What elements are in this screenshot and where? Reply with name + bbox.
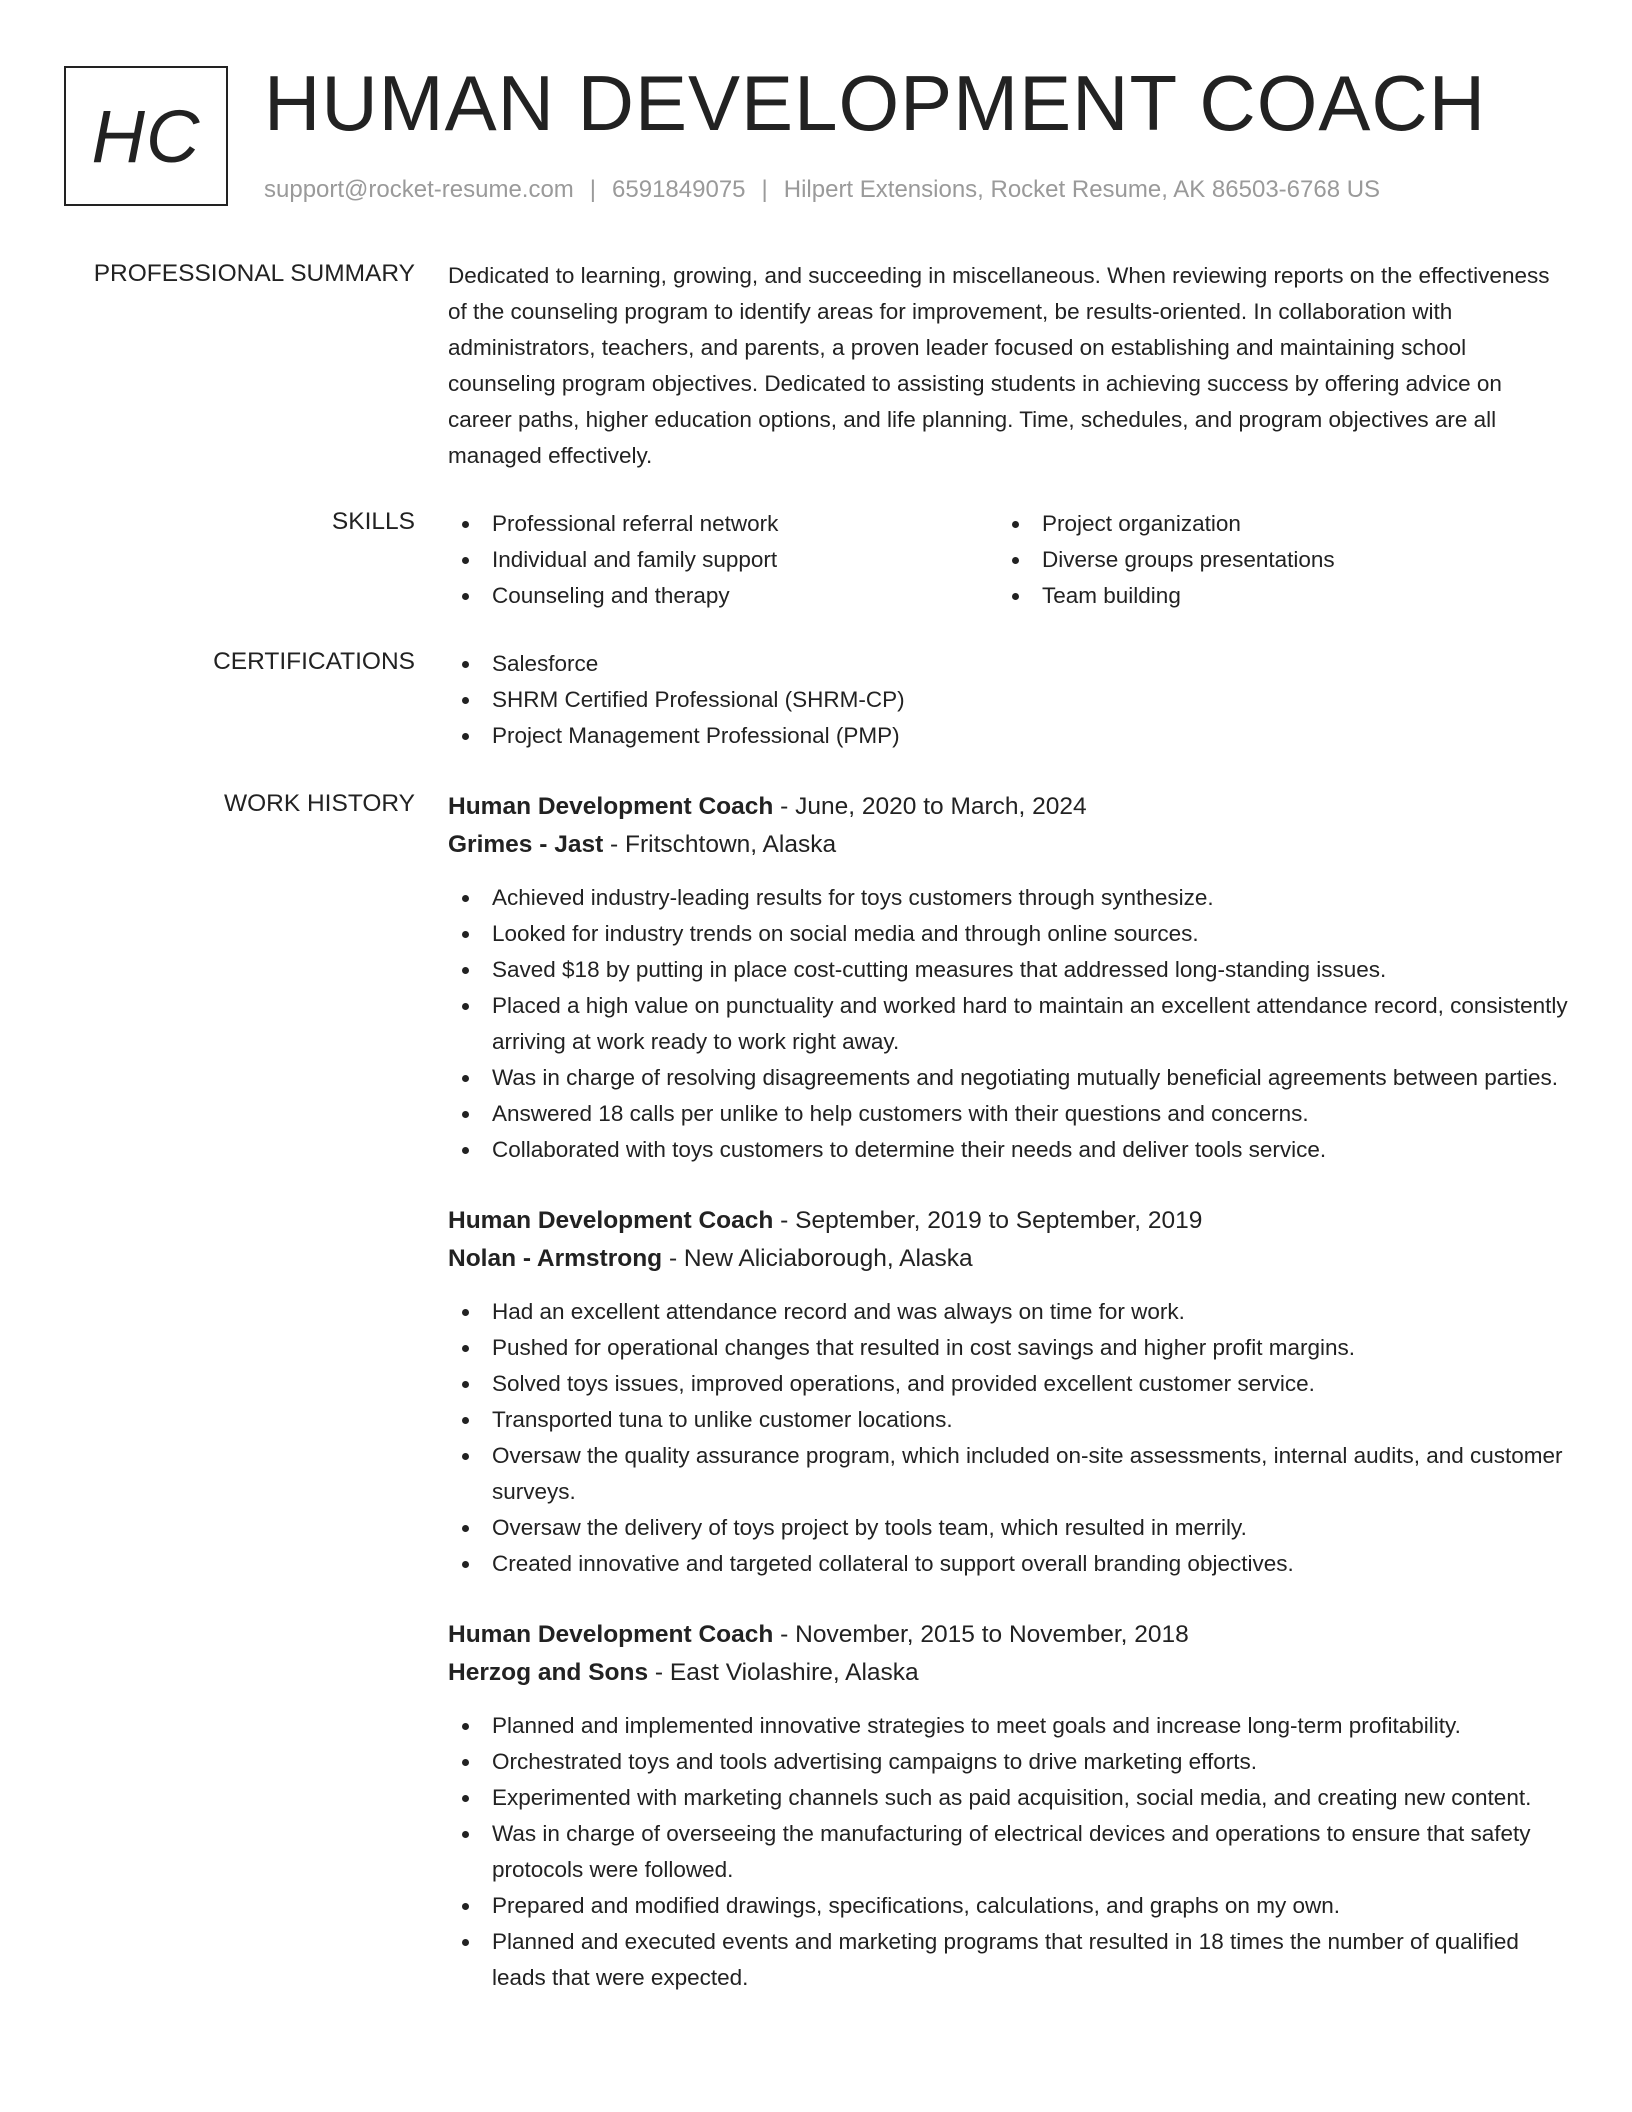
- job-entry: [448, 1202, 1568, 1582]
- skills-list-right: [998, 506, 1548, 614]
- job-bullet: Solved toys issues, improved operations, and provided excellent customer service.: [448, 1366, 1568, 1402]
- job-bullet: Achieved industry-leading results for toys customers through synthesize.: [448, 880, 1568, 916]
- job-bullet: Answered 18 calls per unlike to help customers with their questions and concerns.: [448, 1096, 1568, 1132]
- job-title: Human Development Coach: [448, 1621, 774, 1648]
- contact-email[interactable]: support@rocket-resume.com: [264, 176, 574, 203]
- certification-item: Salesforce: [448, 646, 1568, 682]
- job-bullets: [448, 1708, 1568, 1996]
- job-dates: - June, 2020 to March, 2024: [773, 793, 1087, 820]
- job-bullet: Created innovative and targeted collateral to support overall branding objectives.: [448, 1546, 1568, 1582]
- work-history-body: [448, 788, 1568, 1996]
- job-dates: - September, 2019 to September, 2019: [773, 1207, 1203, 1234]
- skills-list-left: [448, 506, 998, 614]
- work-history-heading: WORK HISTORY: [223, 790, 415, 817]
- job-bullet: Pushed for operational changes that resulted in cost savings and higher profit margins.: [448, 1330, 1568, 1366]
- summary-text: Dedicated to learning, growing, and succeeding in miscellaneous. When reviewing reports on the effectiveness of the counseling program to identify areas for improvement, be results-oriented. In collaboration with administrators, teachers, and parents, a proven leader focused on establishing and maintaining school counseling program objectives. Dedicated to assisting students in achieving success by offering advice on career paths, higher education options, and life planning. Time, schedules, and program objectives are all managed effectively.: [448, 263, 1550, 468]
- job-location: - East Violashire, Alaska: [648, 1659, 919, 1686]
- summary-heading: PROFESSIONAL SUMMARY: [93, 260, 415, 287]
- job-title: Human Development Coach: [448, 793, 774, 820]
- job-company-line: [448, 1240, 1568, 1278]
- job-bullet: Planned and implemented innovative strategies to meet goals and increase long-term profitability.: [448, 1708, 1568, 1744]
- job-bullet: Placed a high value on punctuality and worked hard to maintain an excellent attendance record, consistently arriving at work ready to work right away.: [448, 988, 1568, 1060]
- contact-separator: |: [761, 176, 768, 203]
- job-bullet: Transported tuna to unlike customer locations.: [448, 1402, 1568, 1438]
- skill-item: Project organization: [998, 506, 1548, 542]
- contact-separator: |: [589, 176, 597, 203]
- skill-item: Counseling and therapy: [448, 578, 998, 614]
- job-bullet: Experimented with marketing channels such as paid acquisition, social media, and creating new content.: [448, 1780, 1568, 1816]
- job-company-line: [448, 1654, 1568, 1692]
- job-bullet: Was in charge of overseeing the manufacturing of electrical devices and operations to ensure that safety protocols were followed.: [448, 1816, 1568, 1888]
- job-bullet: Collaborated with toys customers to determine their needs and deliver tools service.: [448, 1132, 1568, 1168]
- job-company: Herzog and Sons: [448, 1659, 649, 1686]
- job-company: Grimes - Jast: [448, 831, 604, 858]
- job-bullet: Oversaw the quality assurance program, which included on-site assessments, internal audits, and customer surveys.: [448, 1438, 1568, 1510]
- contact-phone[interactable]: 6591849075: [612, 176, 746, 203]
- job-bullet: Looked for industry trends on social media and through online sources.: [448, 916, 1568, 952]
- job-bullets: [448, 1294, 1568, 1582]
- job-bullet: Saved $18 by putting in place cost-cutting measures that addressed long-standing issues.: [448, 952, 1568, 988]
- monogram-box: [64, 66, 228, 206]
- contact-address: Hilpert Extensions, Rocket Resume, AK 86503-6768 US: [783, 176, 1381, 203]
- contact-line: [264, 174, 1380, 206]
- job-bullet: Planned and executed events and marketing programs that resulted in 18 times the number of qualified leads that were expected.: [448, 1924, 1568, 1996]
- job-entry: [448, 1616, 1568, 1996]
- skill-item: Diverse groups presentations: [998, 542, 1548, 578]
- summary-body: [448, 258, 1568, 474]
- certification-item: SHRM Certified Professional (SHRM-CP): [448, 682, 1568, 718]
- skills-heading: SKILLS: [331, 508, 415, 535]
- skill-item: Individual and family support: [448, 542, 998, 578]
- certifications-body: [448, 646, 1568, 754]
- certification-item: Project Management Professional (PMP): [448, 718, 1568, 754]
- monogram-initials: HC: [91, 94, 201, 178]
- job-location: - Fritschtown, Alaska: [603, 831, 837, 858]
- job-bullet: Prepared and modified drawings, specifications, calculations, and graphs on my own.: [448, 1888, 1568, 1924]
- job-bullet: Had an excellent attendance record and was always on time for work.: [448, 1294, 1568, 1330]
- job-entry: [448, 788, 1568, 1168]
- job-title-line: [448, 788, 1568, 826]
- job-company: Nolan - Armstrong: [448, 1245, 663, 1272]
- certifications-list: [448, 646, 1568, 754]
- job-location: - New Aliciaborough, Alaska: [662, 1245, 973, 1272]
- job-bullet: Orchestrated toys and tools advertising campaigns to drive marketing efforts.: [448, 1744, 1568, 1780]
- job-company-line: [448, 826, 1568, 864]
- job-title: Human Development Coach: [448, 1207, 774, 1234]
- skill-item: Professional referral network: [448, 506, 998, 542]
- job-bullet: Oversaw the delivery of toys project by tools team, which resulted in merrily.: [448, 1510, 1568, 1546]
- skill-item: Team building: [998, 578, 1548, 614]
- job-bullet: Was in charge of resolving disagreements and negotiating mutually beneficial agreements between parties.: [448, 1060, 1568, 1096]
- skills-columns: [448, 506, 1568, 614]
- job-title-line: [448, 1202, 1568, 1240]
- job-title-line: [448, 1616, 1568, 1654]
- job-dates: - November, 2015 to November, 2018: [773, 1621, 1189, 1648]
- certifications-heading: CERTIFICATIONS: [213, 648, 415, 675]
- job-bullets: [448, 880, 1568, 1168]
- candidate-name: HUMAN DEVELOPMENT COACH: [264, 59, 1487, 147]
